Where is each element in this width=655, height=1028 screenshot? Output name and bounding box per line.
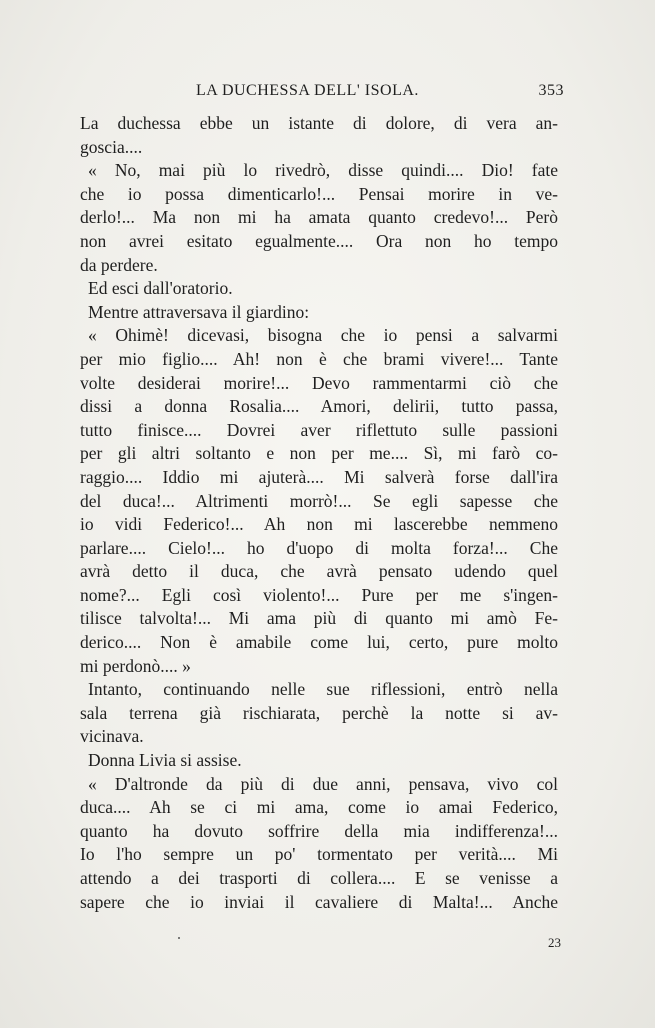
text-line: avrà detto il duca, che avrà pensato udendo quel bbox=[80, 561, 558, 582]
text-line: derlo!... Ma non mi ha amata quanto credevo!... Però bbox=[80, 207, 558, 228]
text-line: per mio figlio.... Ah! non è che brami vivere!... Tante bbox=[80, 348, 558, 369]
body-text bbox=[80, 112, 558, 914]
text-line: « No, mai più lo rivedrò, disse quindi.... Dio! fate bbox=[88, 160, 558, 181]
text-line: Mentre attraversava il giardino: bbox=[88, 301, 310, 322]
text-line: sapere che io inviai il cavaliere di Malta!... Anche bbox=[80, 891, 558, 912]
running-title: LA DUCHESSA DELL' ISOLA. bbox=[196, 82, 419, 99]
page-number: 353 bbox=[538, 82, 564, 99]
text-line: tilisce talvolta!... Mi ama più di quanto mi amò Fe- bbox=[80, 608, 558, 629]
text-line: vicinava. bbox=[80, 726, 144, 747]
text-line: mi perdonò.... » bbox=[80, 655, 191, 676]
text-line: derico.... Non è amabile come lui, certo, pure molto bbox=[80, 632, 558, 653]
text-line: sala terrena già rischiarata, perchè la notte si av- bbox=[80, 702, 558, 723]
text-line: « Ohimè! dicevasi, bisogna che io pensi a salvarmi bbox=[88, 325, 558, 346]
text-line: da perdere. bbox=[80, 254, 158, 275]
text-line: dissi a donna Rosalia.... Amori, delirii, tutto passa, bbox=[80, 396, 558, 417]
text-line: Intanto, continuando nelle sue riflessioni, entrò nella bbox=[88, 679, 558, 700]
text-line: raggio.... Iddio mi ajuterà.... Mi salverà forse dall'ira bbox=[80, 466, 558, 487]
text-line: volte desiderai morire!... Devo rammentarmi ciò che bbox=[80, 372, 558, 393]
text-line: Ed esci dall'oratorio. bbox=[88, 278, 233, 299]
text-line: duca.... Ah se ci mi ama, come io amai Federico, bbox=[80, 797, 558, 818]
text-line: quanto ha dovuto soffrire della mia indifferenza!... bbox=[80, 820, 558, 841]
text-line: per gli altri soltanto e non per me.... Sì, mi farò co- bbox=[80, 443, 558, 464]
text-line: attendo a dei trasporti di collera.... E se venisse a bbox=[80, 868, 558, 888]
text-line: io vidi Federico!... Ah non mi lascerebbe nemmeno bbox=[80, 514, 558, 535]
text-line: « D'altronde da più di due anni, pensava, vivo col bbox=[88, 773, 558, 794]
print-speck bbox=[178, 937, 180, 939]
text-line: parlare.... Cielo!... ho d'uopo di molta forza!... Che bbox=[80, 537, 558, 558]
text-line: Donna Livia si assise. bbox=[88, 750, 242, 771]
text-line: nome?... Egli così violento!... Pure per me s'ingen- bbox=[80, 584, 558, 605]
text-line: del duca!... Altrimenti morrò!... Se egli sapesse che bbox=[80, 490, 558, 511]
text-line: che io possa dimenticarlo!... Pensai morire in ve- bbox=[80, 183, 558, 204]
text-line: Io l'ho sempre un po' tormentato per verità.... Mi bbox=[80, 844, 558, 865]
text-line: tutto finisce.... Dovrei aver riflettuto sulle passioni bbox=[80, 419, 558, 440]
text-line: goscia.... bbox=[80, 136, 143, 157]
signature-mark: 23 bbox=[548, 935, 561, 950]
text-line: non avrei esitato egualmente.... Ora non ho tempo bbox=[80, 230, 558, 251]
running-head bbox=[196, 82, 564, 104]
text-line: La duchessa ebbe un istante di dolore, di vera an- bbox=[80, 113, 558, 133]
